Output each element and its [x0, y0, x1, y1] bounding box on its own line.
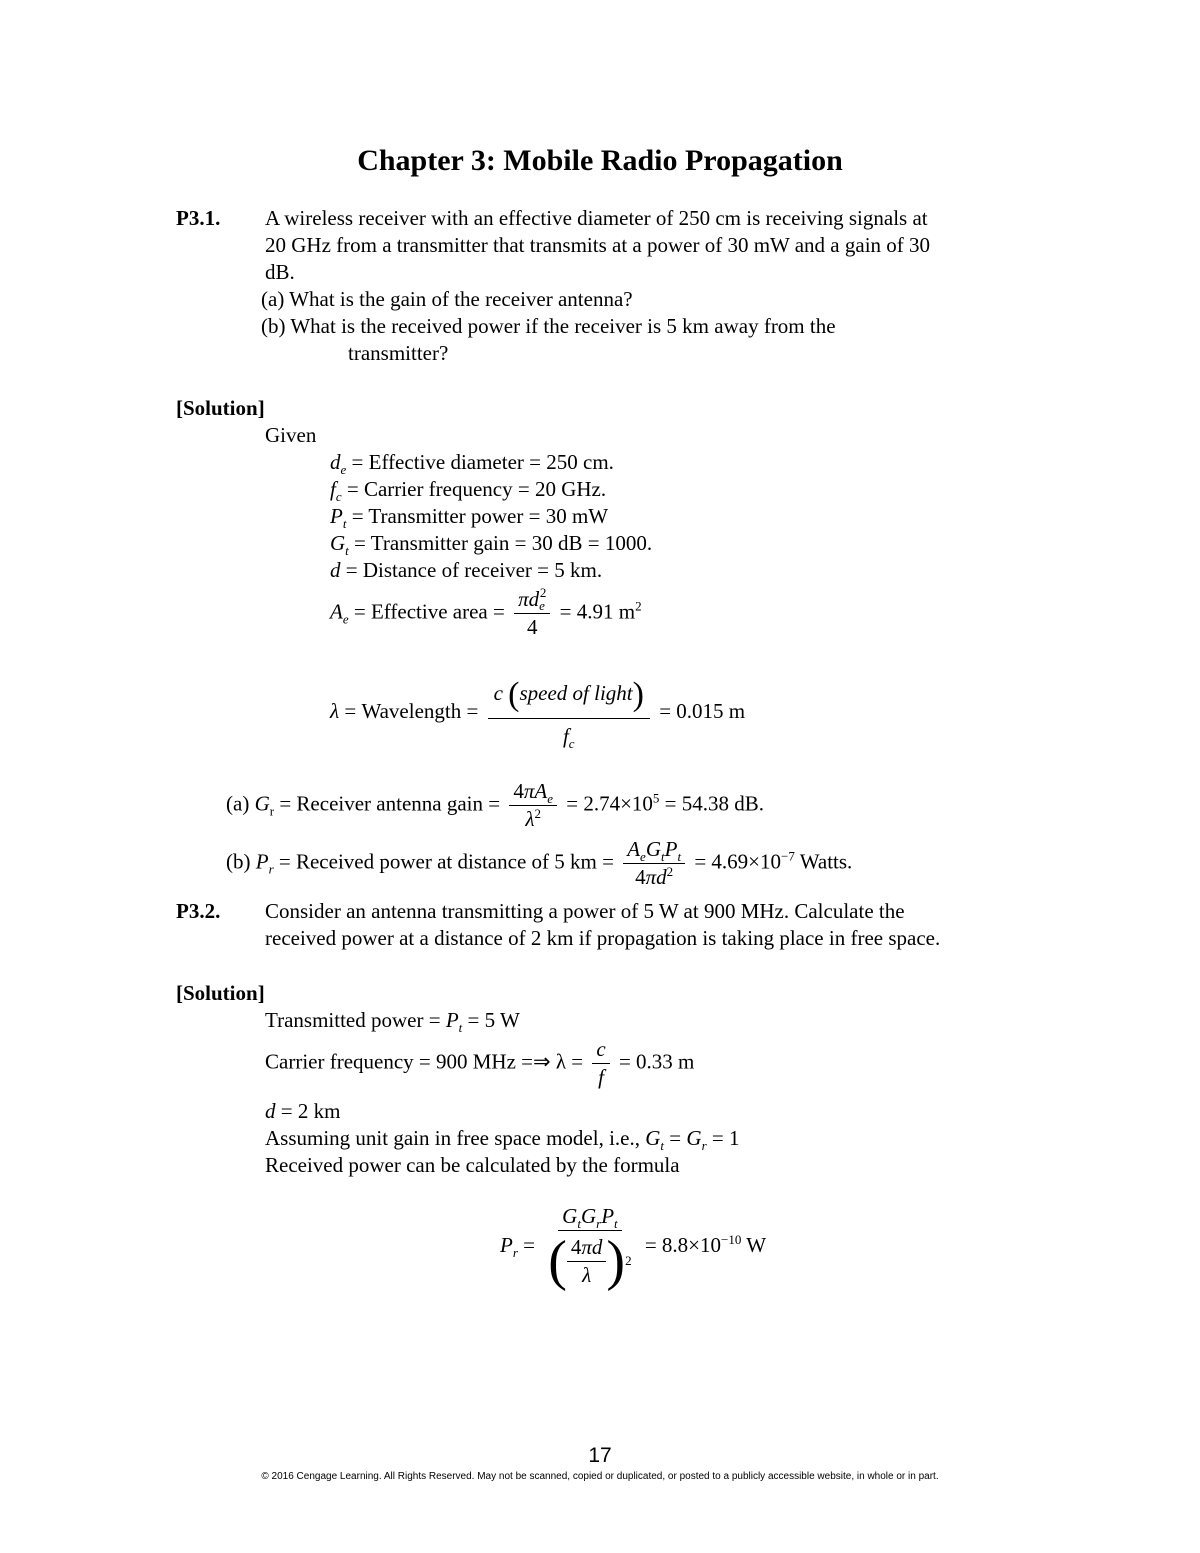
wavelength-fraction: $\frac{c}{f}$ — [592, 1038, 609, 1089]
free-space-fraction: $G_tG_rP_t$ ( $\frac{4\pi d}{\lambda}$ ) 2 — [548, 1204, 632, 1293]
answer-a: (a) $G_r$ = Receiver antenna gain = $\frac{4\pi A_e}{\lambda^2}$ = $2.74\times 10^5 = 54.38$ dB. — [226, 779, 765, 832]
problem-label-p3-2: P3.2. — [176, 899, 221, 923]
given-fc: $f_c$ = Carrier frequency = 20 GHz. — [330, 477, 607, 505]
problem-label-p3-1: P3.1. — [176, 206, 221, 230]
wavelength-equation: λ = Wavelength = $\frac{\text{c (speed of light)}}{f_c}$ = 0.015 m — [330, 676, 746, 752]
question-b-cont: transmitter? — [348, 341, 449, 365]
carrier-frequency-line: Carrier frequency = 900 MHz =⇒ λ = $\frac{c}{f}$ = 0.33 m — [265, 1037, 695, 1090]
assumption-line: Assuming unit gain in free space model, i.e., $G_t = G_r = 1$ — [265, 1126, 740, 1154]
given-pt: $P_t$ = Transmitter power = 30 mW — [330, 504, 609, 532]
solution-label: [Solution] — [176, 981, 265, 1005]
copyright-notice: © 2016 Cengage Learning. All Rights Reserved. May not be scanned, copied or duplicated, or posted to a publicly accessible website, in whole or in part. — [261, 1471, 939, 1482]
problem-text-line: 20 GHz from a transmitter that transmits at a power of 30 mW and a gain of 30 — [265, 233, 931, 257]
page-title: Chapter 3: Mobile Radio Propagation — [357, 144, 843, 177]
effective-area-equation: $A_e$ = Effective area = $\frac{\pi d_e^2}{4}$ = 4.91 $m^2$ — [330, 585, 642, 640]
page-number: 17 — [588, 1444, 612, 1467]
effective-area-fraction: $\frac{\pi d_e^2}{4}$ — [514, 588, 550, 639]
problem-text-line: Consider an antenna transmitting a power of 5 W at 900 MHz. Calculate the — [265, 899, 905, 923]
received-power-formula: $P_r$ = $G_tG_rP_t$ ( $\frac{4\pi d}{\lambda}$ ) 2 = $8.8\times 10^{-10}$ W — [500, 1204, 767, 1293]
wavelength-fraction: $\frac{\text{c (speed of light)}}{f_c}$ — [488, 678, 650, 748]
given-de: $d_e$ = Effective diameter = 250 cm. — [330, 450, 614, 478]
given-label: Given — [265, 423, 317, 447]
problem-text-line: A wireless receiver with an effective diameter of 250 cm is receiving signals at — [265, 206, 928, 230]
receiver-gain-fraction: $\frac{4\pi A_e}{\lambda^2}$ — [509, 780, 557, 831]
problem-text-line: dB. — [265, 260, 295, 284]
transmitted-power-line: Transmitted power = $P_t = 5$ W — [265, 1008, 520, 1036]
answer-b: (b) $P_r$ = Received power at distance of 5 km = $\frac{A_eG_tP_t}{4\pi d^2}$ = $4.69\times 10^{-7}$ Watts. — [226, 837, 853, 890]
distance-line: d = 2 km — [265, 1099, 341, 1123]
question-a: (a) What is the gain of the receiver antenna? — [261, 287, 633, 311]
given-d: d = Distance of receiver = 5 km. — [330, 558, 603, 582]
received-power-fraction: $\frac{A_eG_tP_t}{4\pi d^2}$ — [623, 838, 685, 889]
question-b: (b) What is the received power if the receiver is 5 km away from the — [261, 314, 836, 338]
problem-text-line: received power at a distance of 2 km if propagation is taking place in free space. — [265, 926, 941, 950]
given-gt: $G_t$ = Transmitter gain = 30 dB = 1000. — [330, 531, 653, 559]
solution-label: [Solution] — [176, 396, 265, 420]
formula-intro: Received power can be calculated by the formula — [265, 1153, 680, 1177]
